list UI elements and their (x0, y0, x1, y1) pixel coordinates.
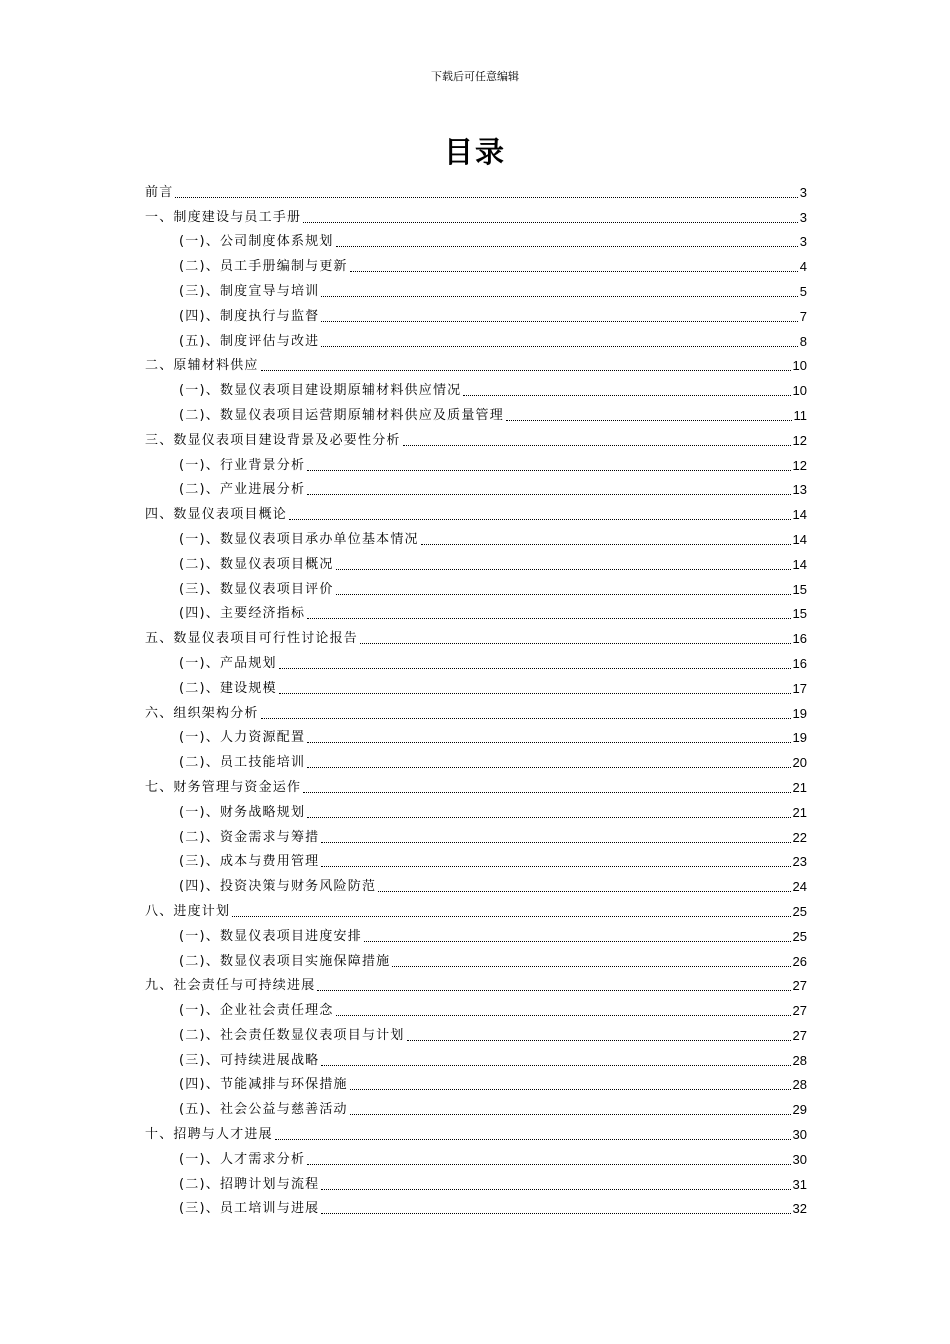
toc-entry-label: 四、数显仪表项目概论 (145, 507, 288, 523)
toc-dot-leader (321, 865, 790, 867)
toc-entry-label: (二)、社会责任数显仪表项目与计划 (179, 1027, 405, 1043)
toc-entry-page-number: 27 (792, 1003, 807, 1019)
toc-entry[interactable] (145, 895, 807, 920)
toc-entry-page-number: 32 (792, 1201, 807, 1217)
toc-dot-leader (336, 593, 791, 595)
toc-dot-leader (378, 890, 790, 892)
toc-dot-leader (279, 692, 791, 694)
toc-entry-label: (四)、投资决策与财务风险防范 (179, 879, 377, 895)
toc-entry-label: (二)、员工手册编制与更新 (179, 259, 348, 275)
toc-dot-leader (336, 245, 798, 247)
toc-entry-page-number: 26 (792, 953, 807, 969)
toc-entry-label: (一)、产品规划 (179, 655, 277, 671)
toc-entry-page-number: 15 (792, 606, 807, 622)
toc-dot-leader (307, 493, 790, 495)
toc-dot-leader (317, 989, 790, 991)
toc-entry[interactable] (145, 771, 807, 796)
toc-entry-label: 二、原辅材料供应 (145, 358, 259, 374)
toc-dot-leader (336, 1014, 791, 1016)
toc-dot-leader (463, 394, 790, 396)
toc-dot-leader (303, 791, 790, 793)
toc-entry-label: (一)、行业背景分析 (179, 457, 306, 473)
toc-entry-page-number: 10 (792, 383, 807, 399)
toc-entry-page-number: 21 (792, 804, 807, 820)
toc-entry-label: 六、组织架构分析 (145, 705, 259, 721)
toc-dot-leader (350, 1088, 791, 1090)
toc-entry-label: (二)、产业进展分析 (179, 482, 306, 498)
toc-dot-leader (421, 543, 791, 545)
toc-entry-page-number: 11 (793, 407, 807, 423)
toc-entry[interactable] (145, 920, 807, 945)
toc-entry-label: (三)、制度宣导与培训 (179, 283, 320, 299)
toc-dot-leader (321, 345, 797, 347)
toc-dot-leader (307, 816, 790, 818)
toc-dot-leader (350, 270, 798, 272)
toc-entry[interactable] (145, 449, 807, 474)
toc-entry-label: (三)、员工培训与进展 (179, 1201, 320, 1217)
page-title: 目录 (443, 135, 506, 169)
toc-entry-page-number: 5 (799, 283, 807, 299)
toc-entry[interactable] (145, 226, 807, 251)
toc-entry-label: (一)、数显仪表项目进度安排 (179, 928, 362, 944)
toc-entry[interactable] (145, 1168, 807, 1193)
toc-entry[interactable] (145, 498, 807, 523)
toc-entry-page-number: 25 (792, 928, 807, 944)
toc-entry[interactable] (145, 474, 807, 499)
toc-dot-leader (321, 1064, 790, 1066)
toc-entry[interactable] (145, 697, 807, 722)
toc-dot-leader (364, 940, 791, 942)
toc-entry-page-number: 3 (799, 234, 807, 250)
table-of-contents (145, 176, 807, 1217)
toc-entry-label: 九、社会责任与可持续进展 (145, 978, 316, 994)
toc-dot-leader (289, 518, 791, 520)
toc-dot-leader (175, 196, 797, 198)
toc-entry[interactable] (145, 1193, 807, 1218)
toc-dot-leader (307, 741, 790, 743)
toc-entry-label: (二)、招聘计划与流程 (179, 1176, 320, 1192)
toc-entry[interactable] (145, 573, 807, 598)
toc-entry[interactable] (145, 945, 807, 970)
toc-dot-leader (392, 965, 790, 967)
toc-entry-page-number: 30 (792, 1151, 807, 1167)
toc-dot-leader (261, 369, 791, 371)
toc-entry-page-number: 19 (792, 705, 807, 721)
toc-entry-label: (二)、建设规模 (179, 680, 277, 696)
toc-entry[interactable] (145, 1019, 807, 1044)
toc-entry-page-number: 12 (792, 457, 807, 473)
toc-entry-label: (一)、数显仪表项目建设期原辅材料供应情况 (179, 383, 462, 399)
toc-entry-label: (二)、数显仪表项目概况 (179, 556, 334, 572)
toc-entry-page-number: 23 (792, 854, 807, 870)
toc-entry-label: (二)、数显仪表项目运营期原辅材料供应及质量管理 (179, 407, 504, 423)
toc-entry-page-number: 28 (792, 1052, 807, 1068)
toc-entry-page-number: 3 (799, 209, 807, 225)
toc-dot-leader (360, 642, 791, 644)
toc-entry[interactable] (145, 250, 807, 275)
toc-entry-label: (三)、数显仪表项目评价 (179, 581, 334, 597)
toc-dot-leader (350, 1113, 791, 1115)
toc-entry-label: (一)、财务战略规划 (179, 804, 306, 820)
toc-entry-label: (一)、数显仪表项目承办单位基本情况 (179, 531, 419, 547)
toc-entry-page-number: 3 (799, 184, 807, 200)
toc-entry-label: (一)、企业社会责任理念 (179, 1003, 334, 1019)
toc-entry-label: 三、数显仪表项目建设背景及必要性分析 (145, 432, 401, 448)
toc-entry-label: (一)、公司制度体系规划 (179, 234, 334, 250)
toc-dot-leader (403, 444, 791, 446)
toc-entry-label: 十、招聘与人才进展 (145, 1127, 273, 1143)
toc-entry-page-number: 29 (792, 1102, 807, 1118)
toc-entry[interactable] (145, 350, 807, 375)
toc-entry[interactable] (145, 523, 807, 548)
toc-entry[interactable] (145, 1069, 807, 1094)
toc-entry-page-number: 16 (792, 655, 807, 671)
toc-entry[interactable] (145, 374, 807, 399)
toc-entry-page-number: 12 (792, 432, 807, 448)
toc-entry[interactable] (145, 821, 807, 846)
toc-dot-leader (303, 221, 798, 223)
toc-entry-page-number: 20 (792, 755, 807, 771)
toc-entry-label: 五、数显仪表项目可行性讨论报告 (145, 631, 359, 647)
toc-entry[interactable] (145, 598, 807, 623)
toc-entry[interactable] (145, 1118, 807, 1143)
toc-entry-page-number: 28 (792, 1077, 807, 1093)
toc-entry[interactable] (145, 870, 807, 895)
header-note: 下载后可任意编辑 (431, 70, 519, 83)
toc-entry-label: (一)、人力资源配置 (179, 730, 306, 746)
toc-entry-page-number: 16 (792, 631, 807, 647)
toc-dot-leader (321, 1212, 790, 1214)
toc-entry-label: (五)、社会公益与慈善活动 (179, 1102, 348, 1118)
toc-dot-leader (321, 841, 790, 843)
toc-entry[interactable] (145, 746, 807, 771)
toc-dot-leader (336, 568, 791, 570)
toc-entry-page-number: 15 (792, 581, 807, 597)
toc-entry-label: 前言 (145, 184, 174, 200)
toc-entry[interactable] (145, 647, 807, 672)
toc-entry-page-number: 27 (792, 1027, 807, 1043)
toc-entry-page-number: 24 (792, 879, 807, 895)
toc-dot-leader (275, 1138, 791, 1140)
toc-entry[interactable] (145, 722, 807, 747)
toc-entry[interactable] (145, 622, 807, 647)
toc-dot-leader (279, 667, 791, 669)
toc-dot-leader (307, 766, 790, 768)
toc-entry-label: (三)、可持续进展战略 (179, 1052, 320, 1068)
toc-entry[interactable] (145, 796, 807, 821)
toc-entry[interactable] (145, 970, 807, 995)
toc-entry[interactable] (145, 275, 807, 300)
toc-entry[interactable] (145, 1093, 807, 1118)
toc-entry-page-number: 10 (792, 358, 807, 374)
toc-entry[interactable] (145, 672, 807, 697)
toc-entry-label: (二)、数显仪表项目实施保障措施 (179, 953, 391, 969)
toc-entry-page-number: 14 (792, 556, 807, 572)
toc-entry-label: (二)、员工技能培训 (179, 755, 306, 771)
toc-dot-leader (506, 419, 792, 421)
toc-dot-leader (307, 469, 790, 471)
toc-entry-page-number: 30 (792, 1127, 807, 1143)
toc-entry-page-number: 31 (792, 1176, 807, 1192)
toc-entry[interactable] (145, 548, 807, 573)
toc-entry[interactable] (145, 994, 807, 1019)
toc-entry-label: 一、制度建设与员工手册 (145, 209, 302, 225)
toc-dot-leader (261, 717, 791, 719)
toc-entry-page-number: 14 (792, 531, 807, 547)
toc-entry-page-number: 27 (792, 978, 807, 994)
toc-entry-page-number: 21 (792, 779, 807, 795)
toc-dot-leader (307, 1163, 790, 1165)
toc-entry-label: (三)、成本与费用管理 (179, 854, 320, 870)
toc-dot-leader (232, 915, 790, 917)
toc-entry-page-number: 17 (792, 680, 807, 696)
toc-dot-leader (307, 617, 790, 619)
toc-entry-page-number: 7 (799, 308, 807, 324)
toc-entry-label: (四)、制度执行与监督 (179, 308, 320, 324)
toc-entry-label: 七、财务管理与资金运作 (145, 779, 302, 795)
toc-entry-label: 八、进度计划 (145, 903, 231, 919)
toc-entry-page-number: 8 (799, 333, 807, 349)
toc-entry-page-number: 19 (792, 730, 807, 746)
toc-entry-page-number: 22 (792, 829, 807, 845)
toc-entry[interactable] (145, 300, 807, 325)
toc-entry-label: (四)、主要经济指标 (179, 606, 306, 622)
toc-entry[interactable] (145, 424, 807, 449)
toc-entry-page-number: 14 (792, 507, 807, 523)
toc-entry[interactable] (145, 1044, 807, 1069)
toc-entry-page-number: 13 (792, 482, 807, 498)
toc-entry-page-number: 4 (799, 259, 807, 275)
toc-entry-label: (二)、资金需求与筹措 (179, 829, 320, 845)
toc-dot-leader (407, 1039, 791, 1041)
toc-entry[interactable] (145, 846, 807, 871)
toc-entry-label: (一)、人才需求分析 (179, 1151, 306, 1167)
toc-entry[interactable] (145, 399, 807, 424)
toc-dot-leader (321, 1188, 790, 1190)
toc-entry[interactable] (145, 325, 807, 350)
toc-entry-page-number: 25 (792, 903, 807, 919)
toc-dot-leader (321, 320, 797, 322)
toc-entry[interactable] (145, 1143, 807, 1168)
toc-entry-label: (四)、节能减排与环保措施 (179, 1077, 348, 1093)
toc-entry[interactable] (145, 176, 807, 201)
toc-entry-label: (五)、制度评估与改进 (179, 333, 320, 349)
toc-dot-leader (321, 295, 797, 297)
toc-entry[interactable] (145, 201, 807, 226)
